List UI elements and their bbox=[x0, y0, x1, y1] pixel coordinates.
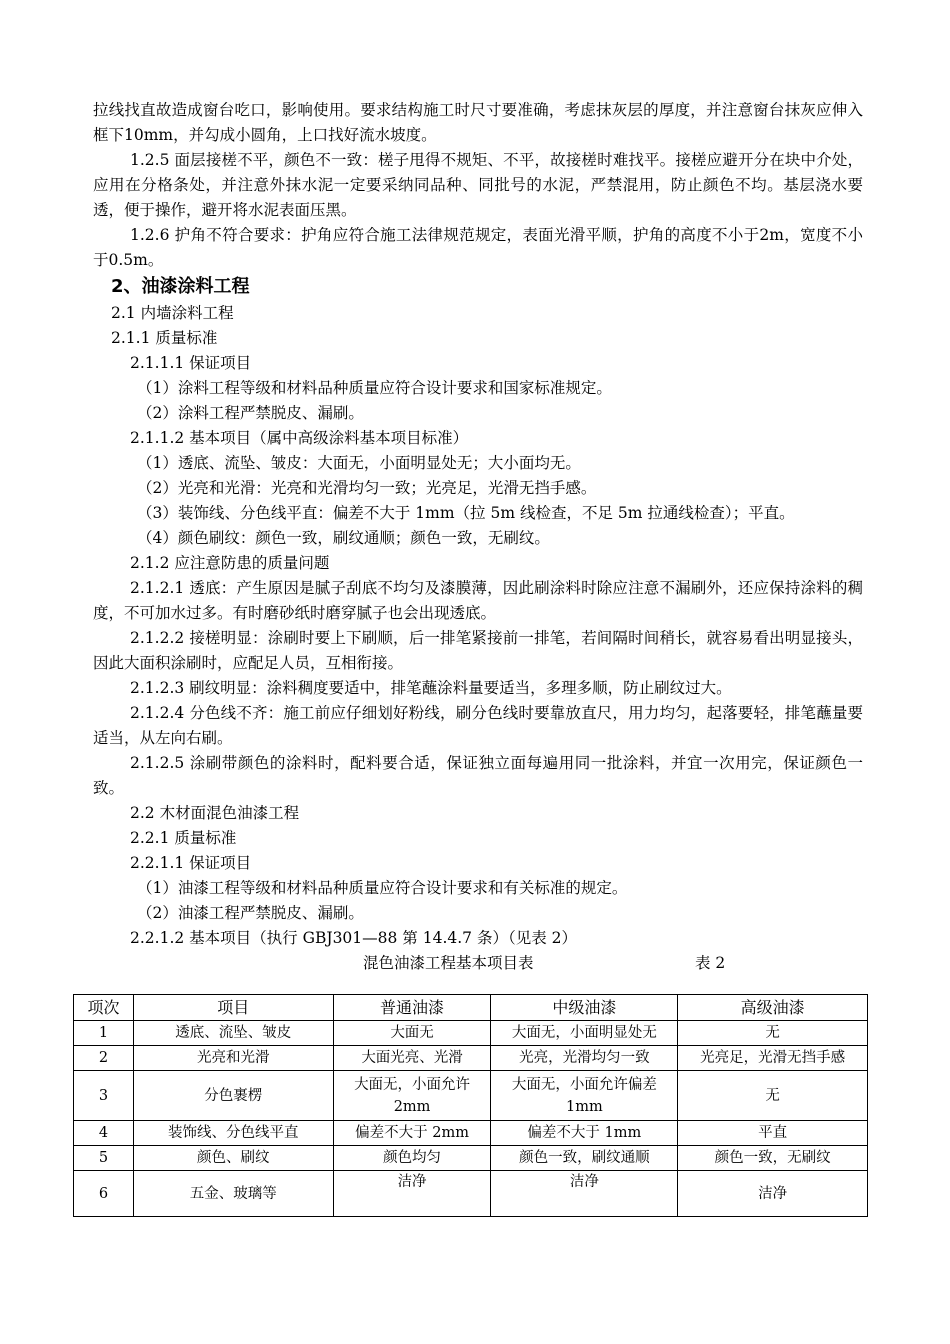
table-cell: 3 bbox=[74, 1071, 134, 1121]
table-cell: 五金、玻璃等 bbox=[133, 1171, 333, 1217]
table-cell: 平直 bbox=[678, 1121, 868, 1146]
table-number: 表 2 bbox=[695, 954, 726, 972]
list-item: （3）装饰线、分色线平直：偏差不大于 1mm（拉 5m 线检查，不足 5m 拉通线检查）；平直。 bbox=[137, 504, 795, 522]
table-cell: 透底、流坠、皱皮 bbox=[133, 1021, 333, 1046]
table-cell: 大面无，小面允许 2mm bbox=[333, 1071, 491, 1121]
subsection-title: 2.1.1.1 保证项目 bbox=[130, 354, 252, 372]
table-cell: 颜色均匀 bbox=[333, 1146, 491, 1171]
table-cell: 光亮和光滑 bbox=[133, 1046, 333, 1071]
table-cell: 大面无，小面允许偏差 1mm bbox=[491, 1071, 678, 1121]
subsection-title: 2.1.1.2 基本项目（属中高级涂料基本项目标准） bbox=[130, 429, 469, 447]
table-row bbox=[74, 1046, 868, 1071]
table-cell: 1 bbox=[74, 1021, 134, 1046]
table-cell: 大面无 bbox=[333, 1021, 491, 1046]
list-item: （2）油漆工程严禁脱皮、漏刷。 bbox=[137, 904, 364, 922]
subsection-title: 2.1.1 质量标准 bbox=[111, 329, 218, 347]
paragraph: 1.2.6 护角不符合要求：护角应符合施工法律规范规定，表面光滑平顺，护角的高度不小于2m，宽度不小于0.5m。 bbox=[93, 226, 863, 269]
paragraph: 2.1.2.3 刷纹明显：涂料稠度要适中，排笔蘸涂料量要适当，多理多顺，防止刷纹过大。 bbox=[130, 679, 732, 697]
table-row bbox=[74, 1171, 868, 1217]
column-header: 普通油漆 bbox=[333, 995, 491, 1021]
subsection-title: 2.2.1.2 基本项目（执行 GBJ301—88 第 14.4.7 条）（见表 2） bbox=[130, 929, 577, 947]
list-item: （1）透底、流坠、皱皮：大面无，小面明显处无；大小面均无。 bbox=[137, 454, 581, 472]
table-cell: 光亮足，光滑无挡手感 bbox=[678, 1046, 868, 1071]
column-header: 项目 bbox=[133, 995, 333, 1021]
table-cell: 洁净 bbox=[678, 1171, 868, 1217]
table-row bbox=[74, 1146, 868, 1171]
list-item: （1）涂料工程等级和材料品种质量应符合设计要求和国家标准规定。 bbox=[137, 379, 612, 397]
table-cell: 无 bbox=[678, 1021, 868, 1046]
table-row bbox=[74, 1021, 868, 1046]
table-cell: 偏差不大于 2mm bbox=[333, 1121, 491, 1146]
table-cell: 颜色一致，刷纹通顺 bbox=[491, 1146, 678, 1171]
subsection-title: 2.2.1.1 保证项目 bbox=[130, 854, 252, 872]
paragraph: 1.2.5 面层接槎不平，颜色不一致：槎子甩得不规矩、不平，故接槎时难找平。接槎应避开分在块中介处，应用在分格条处，并注意外抹水泥一定要采纳同品种、同批号的水泥，严禁混用，防止颜色不均。基层浇水要透，便于操作，避开将水泥表面压黑。 bbox=[93, 151, 863, 219]
paragraph: 2.1.2.5 涂刷带颜色的涂料时，配料要合适，保证独立面每遍用同一批涂料，并宜一次用完，保证颜色一致。 bbox=[93, 754, 863, 797]
table-cell: 2 bbox=[74, 1046, 134, 1071]
table-row bbox=[74, 1071, 868, 1121]
paragraph: 拉线找直故造成窗台吃口，影响使用。要求结构施工时尺寸要准确，考虑抹灰层的厚度，并注意窗台抹灰应伸入框下10mm，并勾成小圆角，上口找好流水坡度。 bbox=[93, 101, 863, 144]
table-cell: 分色裹楞 bbox=[133, 1071, 333, 1121]
subsection-title: 2.1.2 应注意防患的质量问题 bbox=[130, 554, 330, 572]
table-cell: 装饰线、分色线平直 bbox=[133, 1121, 333, 1146]
table-cell: 洁净 bbox=[333, 1171, 491, 1217]
table-cell: 光亮，光滑均匀一致 bbox=[491, 1046, 678, 1071]
list-item: （1）油漆工程等级和材料品种质量应符合设计要求和有关标准的规定。 bbox=[137, 879, 628, 897]
column-header: 中级油漆 bbox=[491, 995, 678, 1021]
table-header-row bbox=[74, 995, 868, 1021]
paragraph: 2.1.2.2 接槎明显：涂刷时要上下刷顺，后一排笔紧接前一排笔，若间隔时间稍长，就容易看出明显接头，因此大面积涂刷时，应配足人员，互相衔接。 bbox=[93, 629, 863, 672]
subsection-title: 2.2 木材面混色油漆工程 bbox=[130, 804, 300, 822]
table-cell: 偏差不大于 1mm bbox=[491, 1121, 678, 1146]
table-cell: 5 bbox=[74, 1146, 134, 1171]
column-header: 项次 bbox=[74, 995, 134, 1021]
table-cell: 大面光亮、光滑 bbox=[333, 1046, 491, 1071]
table-cell: 4 bbox=[74, 1121, 134, 1146]
paint-items-table bbox=[73, 994, 868, 1217]
section-heading: 2、油漆涂料工程 bbox=[111, 276, 250, 297]
table-cell: 洁净 bbox=[491, 1171, 678, 1217]
paragraph: 2.1.2.1 透底：产生原因是腻子刮底不均匀及漆膜薄，因此刷涂料时除应注意不漏刷外，还应保持涂料的稠度，不可加水过多。有时磨砂纸时磨穿腻子也会出现透底。 bbox=[93, 579, 863, 622]
list-item: （2）光亮和光滑：光亮和光滑均匀一致；光亮足，光滑无挡手感。 bbox=[137, 479, 597, 497]
table-cell: 颜色、刷纹 bbox=[133, 1146, 333, 1171]
table-cell: 无 bbox=[678, 1071, 868, 1121]
column-header: 高级油漆 bbox=[678, 995, 868, 1021]
table-caption: 混色油漆工程基本项目表 bbox=[363, 954, 534, 972]
subsection-title: 2.2.1 质量标准 bbox=[130, 829, 237, 847]
list-item: （2）涂料工程严禁脱皮、漏刷。 bbox=[137, 404, 364, 422]
paragraph: 2.1.2.4 分色线不齐：施工前应仔细划好粉线，刷分色线时要靠放直尺，用力均匀，起落要轻，排笔蘸量要适当，从左向右刷。 bbox=[93, 704, 863, 747]
table-row bbox=[74, 1121, 868, 1146]
table-cell: 大面无，小面明显处无 bbox=[491, 1021, 678, 1046]
subsection-title: 2.1 内墙涂料工程 bbox=[111, 304, 234, 322]
table-caption-row bbox=[93, 951, 863, 976]
list-item: （4）颜色刷纹：颜色一致，刷纹通顺；颜色一致，无刷纹。 bbox=[137, 529, 550, 547]
table-cell: 颜色一致，无刷纹 bbox=[678, 1146, 868, 1171]
table-cell: 6 bbox=[74, 1171, 134, 1217]
document-body bbox=[93, 98, 863, 976]
